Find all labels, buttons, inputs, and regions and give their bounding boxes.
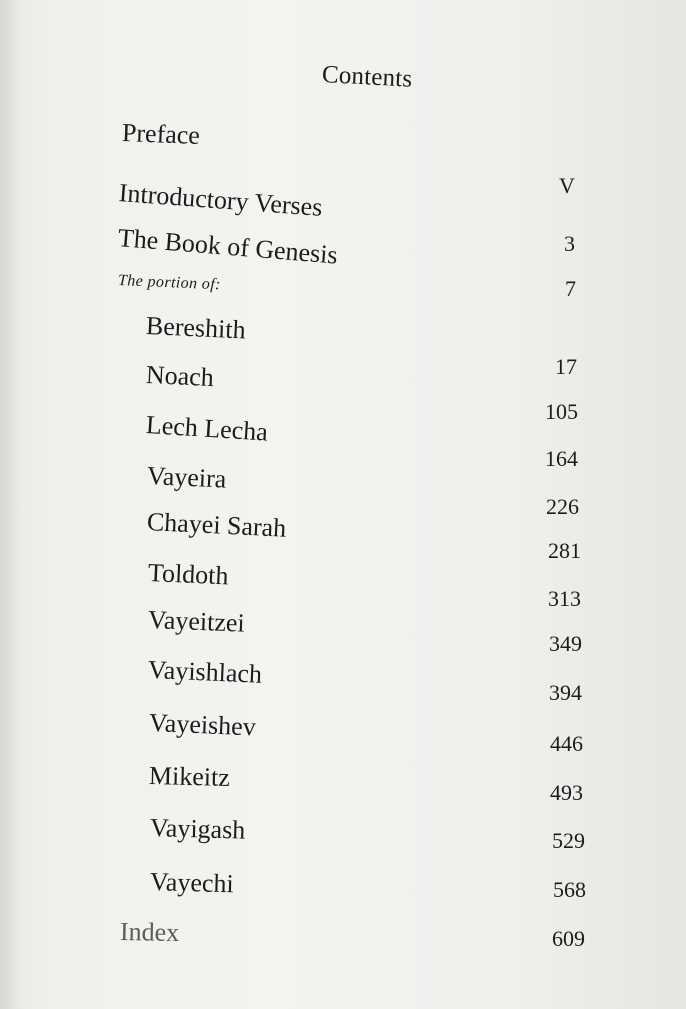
page-number: 226: [546, 494, 579, 519]
page-number: V: [559, 173, 575, 198]
portion-vayeishev: Vayeishev: [148, 708, 257, 742]
portion-noach: Noach: [145, 360, 215, 393]
portion-vayeira: Vayeira: [146, 461, 228, 494]
page-number: 394: [549, 680, 582, 705]
entry-book-of-genesis: The Book of Genesis: [116, 223, 339, 270]
portion-mikeitz: Mikeitz: [148, 761, 231, 792]
portion-toldoth: Toldoth: [147, 558, 230, 591]
page-number: 446: [550, 731, 583, 756]
page-number: 609: [552, 926, 585, 951]
page-number: 3: [564, 231, 575, 256]
entry-index: Index: [119, 917, 180, 948]
portion-chayei-sarah: Chayei Sarah: [146, 507, 287, 543]
portion-bereshith: Bereshith: [145, 311, 247, 345]
portion-of-label: The portion of:: [117, 272, 222, 294]
page-number: 17: [555, 354, 577, 379]
portion-lech-lecha: Lech Lecha: [145, 410, 269, 447]
portion-vayishlach: Vayishlach: [147, 655, 263, 689]
entry-preface: Preface: [121, 118, 201, 150]
portion-vayechi: Vayechi: [149, 867, 235, 899]
page-number: 164: [545, 446, 578, 471]
page-number: 313: [548, 586, 581, 611]
portion-vayeitzei: Vayeitzei: [147, 605, 246, 638]
page-number: 349: [549, 631, 582, 656]
page-title: Contents: [321, 61, 414, 93]
page-number: 281: [548, 538, 581, 563]
entry-introductory-verses: Introductory Verses: [117, 178, 324, 222]
page-number: 568: [553, 877, 586, 902]
page-number: 105: [545, 399, 578, 424]
page-number: 529: [552, 828, 585, 853]
page-number: 493: [550, 780, 583, 805]
portion-vayigash: Vayigash: [149, 813, 246, 845]
page-number: 7: [565, 276, 576, 301]
